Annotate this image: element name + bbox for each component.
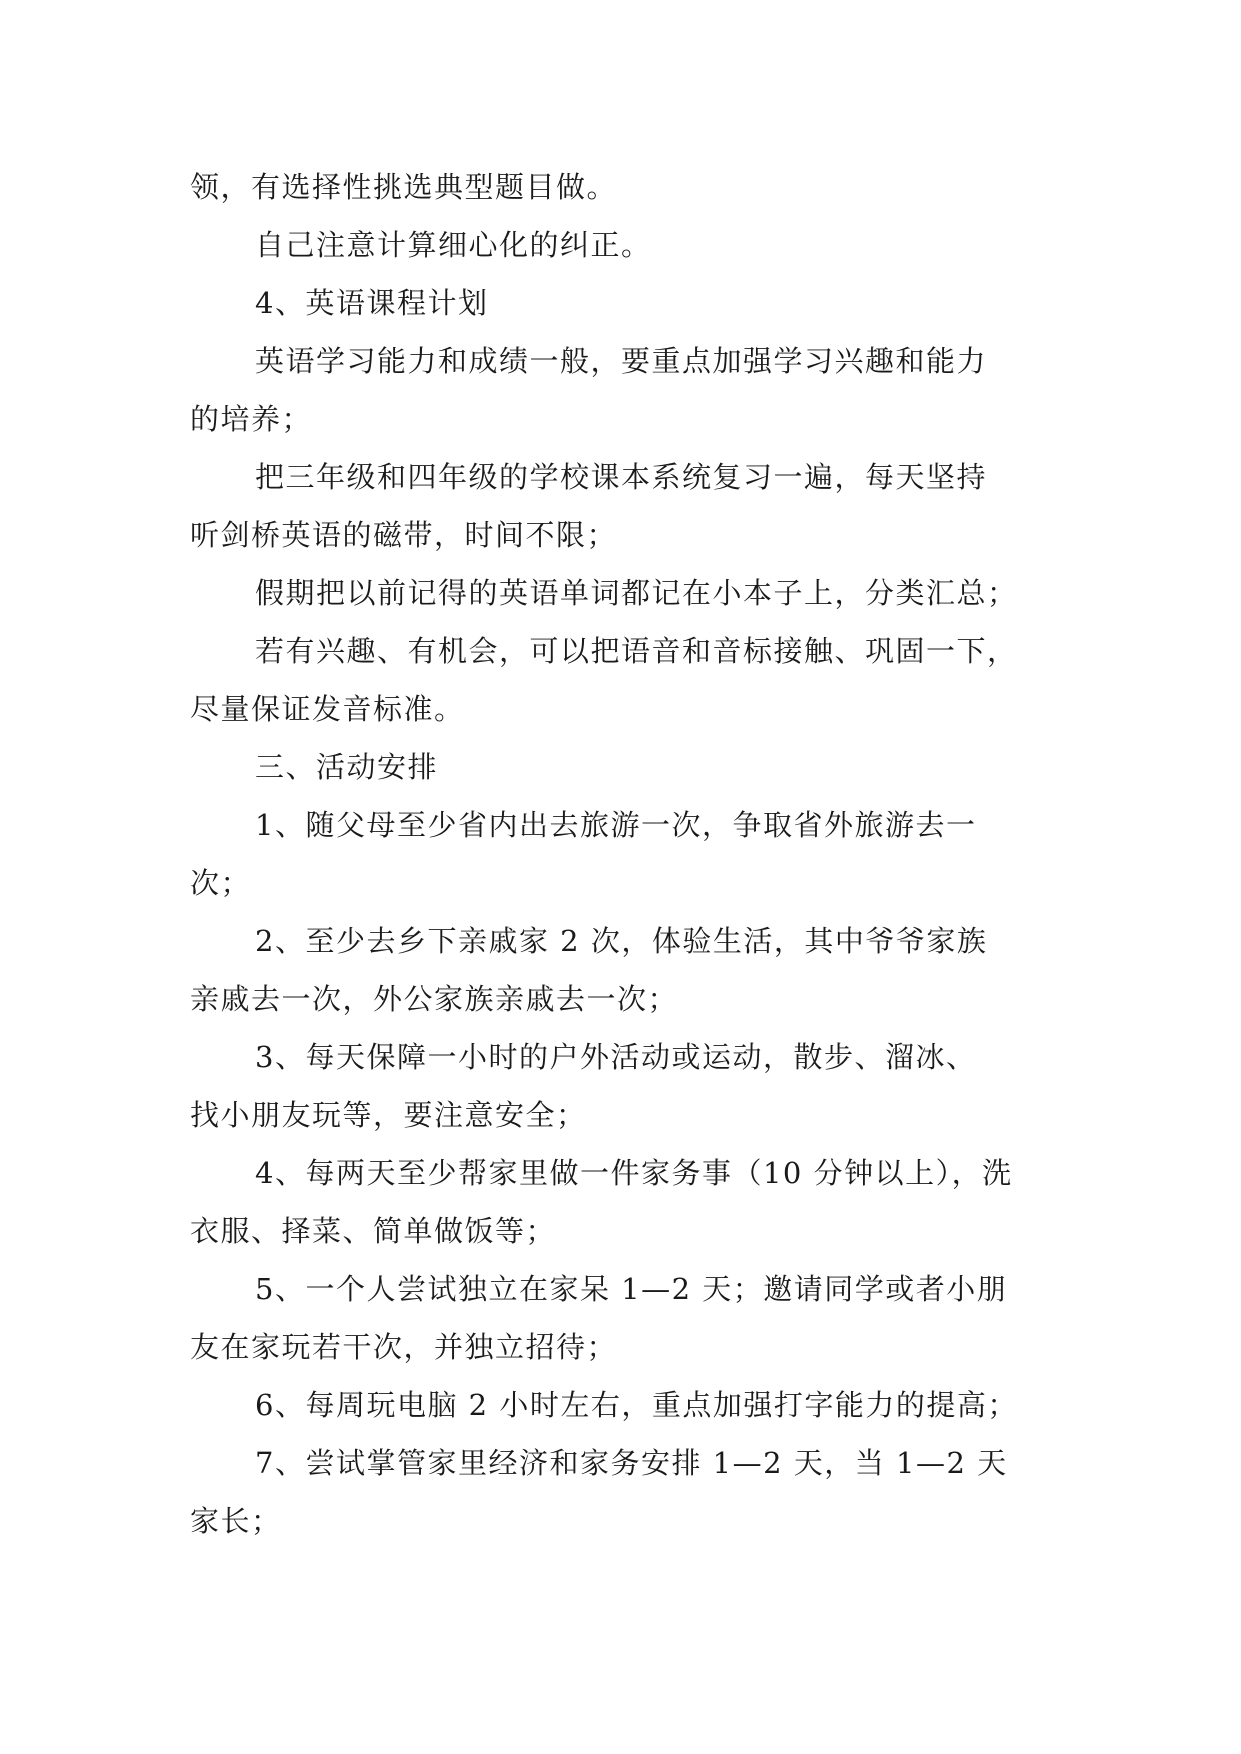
text-line: 听剑桥英语的磁带，时间不限；	[190, 518, 618, 552]
section-heading: 4、英语课程计划	[255, 286, 489, 320]
text-line: 若有兴趣、有机会，可以把语音和音标接触、巩固一下，	[255, 634, 1018, 668]
text-line: 家长；	[190, 1504, 282, 1538]
text-line: 把三年级和四年级的学校课本系统复习一遍，每天坚持	[255, 460, 988, 494]
text-line: 自己注意计算细心化的纠正。	[255, 228, 652, 262]
text-line: 3、每天保障一小时的户外活动或运动，散步、溜冰、	[255, 1040, 977, 1074]
text-line: 尽量保证发音标准。	[190, 692, 465, 726]
text-line: 次；	[190, 866, 252, 900]
text-line: 5、一个人尝试独立在家呆 1—2 天；邀请同学或者小朋	[255, 1272, 1008, 1306]
text-line: 1、随父母至少省内出去旅游一次，争取省外旅游去一	[255, 808, 977, 842]
text-line: 假期把以前记得的英语单词都记在小本子上，分类汇总；	[255, 576, 1018, 610]
text-line: 亲戚去一次，外公家族亲戚去一次；	[190, 982, 679, 1016]
text-line: 6、每周玩电脑 2 小时左右，重点加强打字能力的提高；	[255, 1388, 1018, 1422]
text-line: 友在家玩若干次，并独立招待；	[190, 1330, 618, 1364]
text-line: 4、每两天至少帮家里做一件家务事（10 分钟以上），洗	[255, 1156, 1013, 1190]
text-line: 2、至少去乡下亲戚家 2 次，体验生活，其中爷爷家族	[255, 924, 988, 958]
text-line: 领，有选择性挑选典型题目做。	[190, 170, 618, 204]
text-line: 衣服、择菜、简单做饭等；	[190, 1214, 557, 1248]
text-line: 找小朋友玩等，要注意安全；	[190, 1098, 587, 1132]
text-line: 英语学习能力和成绩一般，要重点加强学习兴趣和能力	[255, 344, 988, 378]
section-heading: 三、活动安排	[255, 750, 439, 784]
text-line: 的培养；	[190, 402, 313, 436]
text-line: 7、尝试掌管家里经济和家务安排 1—2 天，当 1—2 天	[255, 1446, 1008, 1480]
